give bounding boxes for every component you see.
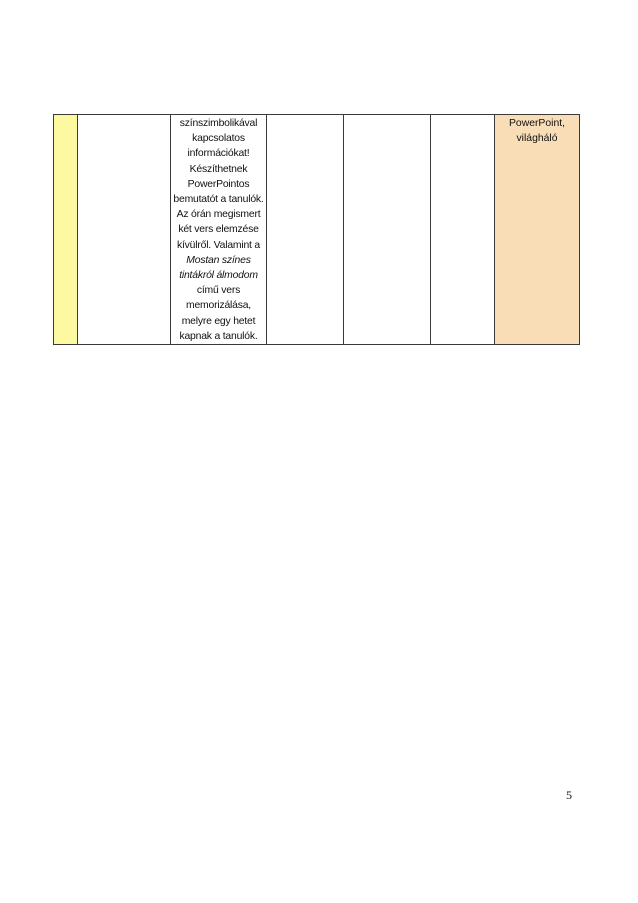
description-line: színszimbolikával	[179, 118, 258, 129]
table-cell-highlight	[54, 115, 78, 345]
description-line: kapnak a tanulók.	[179, 330, 258, 342]
table-cell-empty	[78, 115, 171, 345]
description-line: melyre egy hetet	[181, 315, 256, 327]
table-cell-empty	[431, 115, 495, 345]
description-line: Az órán megismert	[176, 209, 261, 221]
description-line: két vers elemzése	[178, 224, 259, 236]
description-line: bemutatót a tanulók.	[173, 194, 264, 206]
description-line: PowerPointos	[187, 178, 250, 190]
table-cell-empty	[267, 115, 344, 345]
tools-line: világháló	[516, 133, 558, 145]
description-line: című vers	[196, 285, 241, 297]
description-line: kívülről. Valamint a	[176, 239, 260, 251]
description-line: Mostan színes	[186, 254, 251, 266]
description-line: memorizálása,	[186, 300, 251, 312]
page-number: 5	[566, 788, 572, 802]
tools-text	[495, 115, 579, 147]
description-line: kapcsolatos	[192, 133, 245, 145]
table-row	[54, 115, 580, 345]
table-cell-description	[171, 115, 267, 345]
description-line: információkat!	[187, 148, 250, 160]
lesson-plan-table	[53, 114, 580, 345]
description-line: tintákról álmodom	[179, 270, 258, 282]
table-cell-empty	[344, 115, 431, 345]
description-line: Készíthetnek	[189, 163, 248, 175]
table-cell-tools	[495, 115, 580, 345]
activity-description	[171, 115, 266, 344]
tools-line: PowerPoint,	[508, 118, 566, 129]
